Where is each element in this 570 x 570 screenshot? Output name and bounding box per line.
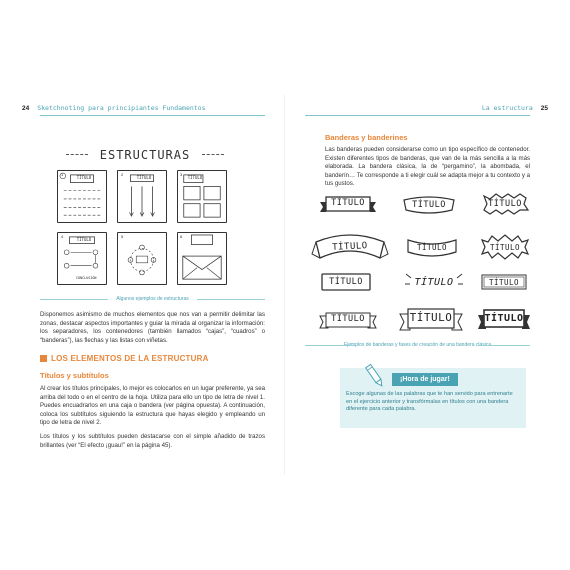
banner-step-1 [318, 310, 378, 332]
banner-label: TÍTULO [329, 277, 363, 287]
banner-step-3 [476, 308, 532, 332]
sketch-box-title: TÍTULO [187, 175, 203, 180]
banner-label: TÍTULO [416, 242, 448, 252]
banner-curved [314, 232, 386, 262]
sketch-box-title: TÍTULO [136, 175, 152, 180]
banner-label: TÍTULO [331, 314, 365, 324]
banner-label: TÍTULO [488, 199, 522, 209]
sketch-structure-3 [177, 170, 227, 223]
banner-sparkle [404, 270, 464, 294]
banner-label: TÍTULO [412, 200, 446, 210]
sketch-box-number: 6 [180, 234, 183, 239]
banner-double-box [480, 273, 528, 291]
pencil-icon [364, 362, 386, 390]
sketch-box-title: TÍTULO [76, 237, 92, 242]
banner-label: TÍTULO [414, 276, 454, 288]
banner-label: TÍTULO [488, 277, 520, 287]
left-paragraph-1: Disponemos asimismo de muchos elementos que nos van a permitir delimitar las zonas, destacar aspectos importantes y guiar la mirada al organizar la información: los separadores, los contenedores (también llamados “cajas”, “cuadros” o “banderas”), las flechas y las listas con viñetas. [40, 311, 265, 344]
banner-ribbon [402, 196, 456, 214]
banner-label: TÍTULO [331, 198, 365, 208]
right-subheading: Banderas y banderines [325, 133, 408, 142]
right-page-number: 25 [540, 105, 548, 112]
sketch-box-title: TÍTULO [76, 175, 92, 180]
right-running-head [482, 104, 548, 112]
left-subheading: Títulos y subtítulos [40, 371, 109, 380]
sketch-structure-5 [117, 232, 167, 285]
banner-step-2 [398, 306, 464, 334]
banner-scroll-small [406, 238, 458, 256]
sketch-box-number: 2 [121, 172, 124, 177]
banner-spiky [480, 234, 530, 260]
section-heading-text: LOS ELEMENTOS DE LA ESTRUCTURA [51, 354, 209, 363]
banner-label: TÍTULO [331, 241, 368, 253]
banner-label: TÍTULO [484, 312, 524, 324]
sketch-conclusion-label: CONCLUSIÓN [76, 276, 97, 280]
right-paragraph: Las banderas pueden considerarse como un tipo específico de contenedor. Existen diferentes tipos de banderas, que van de la más sencilla a la más elaborada. La bandera clásica, la de “pergamino”, la abombada, el banderín… Te corresponde a ti elegir cuál se adapta mejor a tu contexto y a tus gustos. [325, 146, 530, 188]
left-caption-text: Algunos ejemplos de estructuras [116, 296, 189, 302]
orange-square-icon [40, 355, 47, 362]
play-box-tag: ¡Hora de jugar! [392, 373, 458, 386]
banner-box-simple [320, 272, 372, 292]
left-page-number: 24 [22, 105, 30, 112]
sketch-box-number: 1 [61, 172, 64, 177]
sketch-structure-6 [177, 232, 227, 285]
left-header-rule [40, 115, 265, 116]
banner-burst [480, 192, 530, 216]
left-paragraph-3: Los títulos y los subtítulos pueden destacarse con el simple añadido de trazos brillantes (ver “El efecto ¡guau!” en la página 45). [40, 433, 265, 449]
right-caption-text: Ejemplos de banderas y fases de creación de una bandera clásica [343, 342, 492, 348]
sketch-box-number: 3 [180, 172, 183, 177]
left-figure-caption [40, 296, 265, 302]
structures-title [70, 146, 220, 164]
sketch-box-number: 5 [121, 234, 124, 239]
play-box-text: Escoge algunas de las palabras que te han servido para entrenarte en el ejercicio anterior y transfórmalas en títulos con una bandera diferente para cada palabra. [346, 391, 513, 413]
right-header-rule [305, 115, 530, 116]
sketch-box-number: 4 [61, 234, 64, 239]
left-paragraph-2: Al crear los títulos principales, lo mejor es colocarlos en un lugar preferente, ya sea arriba del todo o en el centro de la hoja. Utiliza para ello un tipo de letra de nivel 1. Puedes encuadrarlos en una caja o bandera (ver página opuesta). A continuación, coloca los subtítulos siguiendo la estructura que hayas elegido y empleando un tipo de letra de nivel 2. [40, 385, 265, 427]
right-figure-caption [305, 342, 530, 348]
structures-title-text: ESTRUCTURAS [99, 148, 191, 162]
banner-examples [310, 188, 535, 336]
left-running-head [22, 104, 206, 112]
banner-classic [318, 194, 378, 216]
section-heading [40, 354, 209, 363]
sketch-structure-2 [117, 170, 167, 223]
sketch-structure-4 [57, 232, 107, 285]
banner-label: TÍTULO [409, 310, 453, 324]
structures-sketch-grid [57, 170, 227, 286]
banner-label: TÍTULO [489, 242, 521, 252]
right-running-title: La estructura [481, 104, 533, 112]
left-running-title: Sketchnoting para principiantes Fundamentos [37, 104, 206, 112]
sketch-structure-1 [57, 170, 107, 223]
